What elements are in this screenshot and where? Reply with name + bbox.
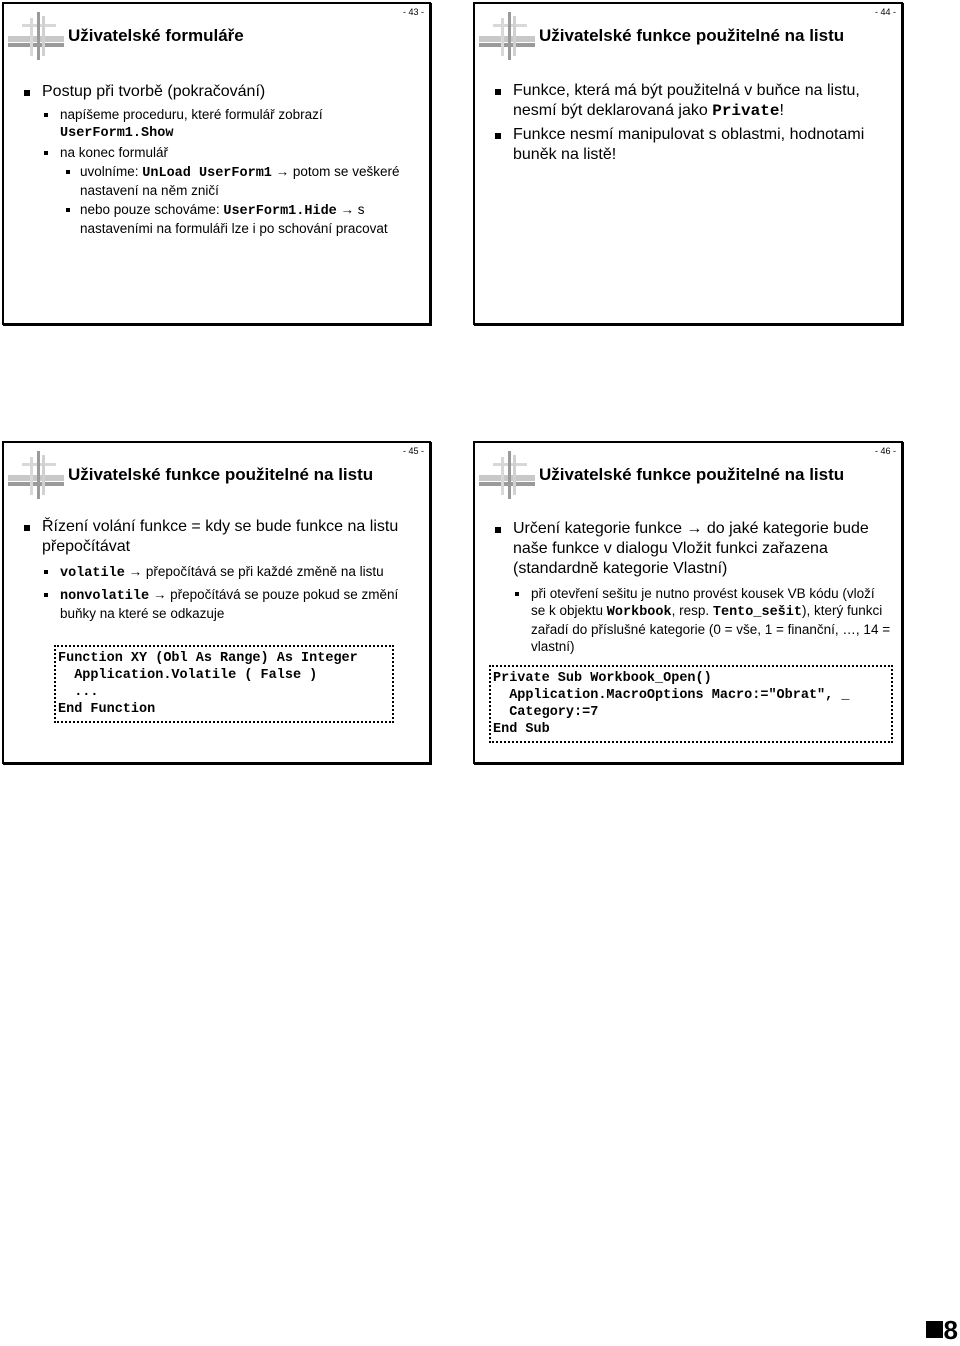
slide-title: Uživatelské funkce použitelné na listu [539,465,845,484]
slide-body [493,81,891,169]
bullet: Řízení volání funkce = kdy se bude funkce na listu přepočítávat [22,517,419,557]
bullet-text: při otevření sešitu je nutno provést kousek VB kódu (vloží se k objektu [531,586,875,618]
bullet-text: ), který funkci zařadí do příslušné kategorie (0 = vše, 1 = finanční, …, 14 = vlastní) [531,603,891,654]
sub-bullet: na konec formulář [22,144,419,161]
bullet: Určení kategorie funkce → do jaké kategorie bude naše funkce v dialogu Vložit funkci zařazena (standardně kategorie Vlastní) [493,519,891,579]
slide-logo-icon [479,451,539,499]
bullet: Postup při tvorbě (pokračování) [22,82,419,102]
bullet-text: nebo pouze schováme: [80,202,224,217]
sheet-page-number [926,1315,958,1346]
bullet-text: Funkce, která má být použitelná v buňce na listu, nesmí být deklarovaná jako [513,82,860,119]
bullet: Funkce nesmí manipulovat s oblastmi, hodnotami buněk na listě! [493,125,891,165]
bullet-text: → s nastaveními na formuláři lze i po schování pracovat [80,202,388,236]
sub-bullet [22,106,419,142]
slide-title: Uživatelské formuláře [68,26,244,45]
code-block: Private Sub Workbook_Open() Application.MacroOptions Macro:="Obrat", _ Category:=7 End Sub [489,665,893,743]
slide-page-number: - 44 - [874,7,896,17]
code-inline: UserForm1.Show [60,126,174,141]
slide-page-number: - 43 - [402,7,424,17]
code-inline: Workbook [606,605,672,620]
sub-bullet [493,585,891,655]
code-inline: nonvolatile [60,589,150,604]
sub-bullet [22,563,419,582]
sub-bullet [22,586,419,622]
slide-logo-icon [8,451,68,499]
slide-46 [473,441,903,764]
sub-sub-bullet [22,163,419,199]
bullet-text: → přepočítává se při každé změně na listu [124,564,384,579]
slide-title: Uživatelské funkce použitelné na listu [539,26,845,45]
slide-body [22,82,419,239]
bullet-text: → potom se veškeré nastavení na něm zničí [80,164,400,198]
code-inline: Private [712,102,780,120]
bullet-text: uvolníme: [80,164,143,179]
slide-45 [2,441,431,764]
slide-logo-icon [8,12,68,60]
bullet-text: ! [779,102,784,119]
bullet-text: , resp. [671,603,713,618]
slide-title: Uživatelské funkce použitelné na listu [68,465,374,484]
slide-body [22,517,419,624]
bullet [493,81,891,121]
code-block: Function XY (Obl As Range) As Integer Application.Volatile ( False ) ... End Function [54,645,394,723]
bullet-text: → přepočítává se pouze pokud se změní buňky na které se odkazuje [60,587,399,621]
code-inline: UserForm1.Hide [223,204,337,219]
square-bullet-icon [926,1321,943,1338]
slide-44 [473,2,903,325]
slide-logo-icon [479,12,539,60]
code-inline: volatile [60,566,125,581]
sub-sub-bullet [22,201,419,237]
slide-43 [2,2,431,325]
sheet-page-number-text: 8 [943,1315,958,1345]
slide-page-number: - 45 - [402,446,424,456]
bullet-text: napíšeme proceduru, které formulář zobrazí [60,107,323,122]
code-inline: UnLoad UserForm1 [142,166,272,181]
slide-body [493,519,891,657]
code-inline: Tento_sešit [712,605,802,620]
slide-page-number: - 46 - [874,446,896,456]
